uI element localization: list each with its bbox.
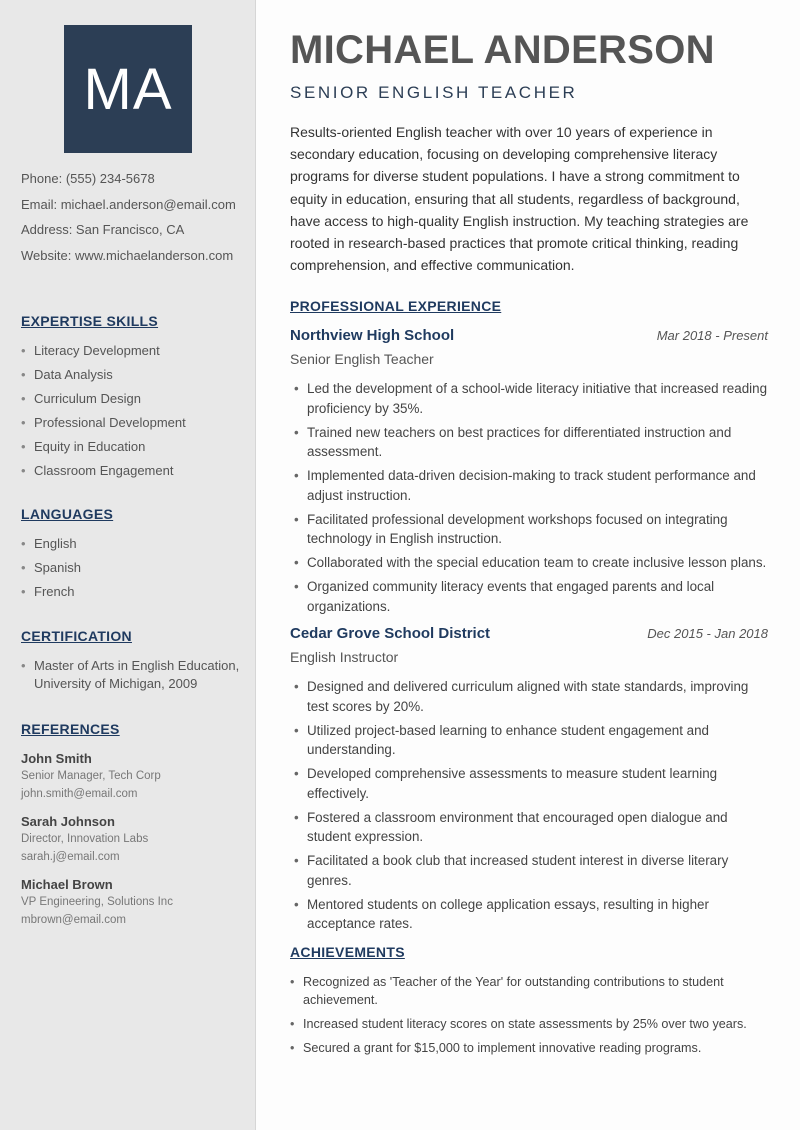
company-name: Cedar Grove School District [290,625,491,642]
reference-email: john.smith@email.com [21,787,138,800]
email: Email: michael.anderson@email.com [21,196,236,212]
job-bullet: • Collaborated with the special education team to create inclusive lesson plans. [290,553,768,573]
section-heading: CERTIFICATION [21,628,132,644]
job-bullets [290,379,768,616]
job-bullet: • Developed comprehensive assessments to measure student learning effectively. [290,764,768,803]
skills-section [21,313,241,486]
skill-list [21,342,241,480]
languages-section [21,506,241,607]
job-bullet: • Implemented data-driven decision-making to track student performance and adjust instruction. [290,466,768,505]
job-bullet: • Led the development of a school-wide literacy initiative that increased reading proficiency by 35%. [290,379,768,418]
job-header [290,625,768,642]
experience-section [290,298,768,938]
certification-section [21,628,241,699]
section-heading: REFERENCES [21,721,120,737]
job-bullets [290,677,768,934]
company-name: Northview High School [290,327,455,344]
initials-logo: MA [64,25,192,153]
achievement-item: • Recognized as 'Teacher of the Year' for outstanding contributions to student achievement. [290,973,768,1009]
job-bullet: • Mentored students on college application essays, resulting in higher acceptance rates. [290,895,768,934]
reference [21,750,241,803]
website: Website: www.michaelanderson.com [21,247,234,263]
job-bullet: • Organized community literacy events that engaged parents and local organizations. [290,577,768,616]
full-name: MICHAEL ANDERSON [290,28,715,72]
section-heading: PROFESSIONAL EXPERIENCE [290,298,502,314]
reference [21,876,241,929]
achievement-item: • Secured a grant for $15,000 to implement innovative reading programs. [290,1039,768,1057]
references-section [21,721,241,929]
certification-list [21,657,241,693]
job-bullet: • Designed and delivered curriculum aligned with state standards, improving test scores by 20%. [290,677,768,716]
job-bullet: • Trained new teachers on best practices for differentiated instruction and assessment. [290,423,768,462]
job-bullet: • Facilitated professional development workshops focused on integrating technology in English instruction. [290,510,768,549]
achievements-section [290,944,768,1063]
language-item: • English [21,535,241,553]
job-title: SENIOR ENGLISH TEACHER [290,83,578,102]
language-item: • Spanish [21,559,241,577]
job-dates: Dec 2015 - Jan 2018 [647,626,768,641]
reference-name: Sarah Johnson [21,814,115,829]
contact-info [21,171,236,273]
job-bullet: • Fostered a classroom environment that encouraged open dialogue and student expression. [290,808,768,847]
skill-item: • Classroom Engagement [21,462,241,480]
job-entry [290,327,768,616]
skill-item: • Literacy Development [21,342,241,360]
address: Address: San Francisco, CA [21,222,185,237]
job-header [290,327,768,344]
reference-email: mbrown@email.com [21,913,126,926]
reference-name: John Smith [21,751,92,766]
language-list [21,535,241,601]
section-heading: ACHIEVEMENTS [290,944,405,960]
reference [21,813,241,866]
reference-email: sarah.j@email.com [21,850,120,863]
skill-item: • Data Analysis [21,366,241,384]
achievement-list [290,973,768,1057]
language-item: • French [21,583,241,601]
skill-item: • Professional Development [21,414,241,432]
job-role: Senior English Teacher [290,351,434,367]
achievement-item: • Increased student literacy scores on state assessments by 25% over two years. [290,1015,768,1033]
skill-item: • Curriculum Design [21,390,241,408]
summary: Results-oriented English teacher with over 10 years of experience in secondary education, focusing on developing comprehensive literacy programs for diverse student populations. I have a strong commitment to equity in education, ensuring that all students, regardless of background, have access to high-quality English instruction. My teaching strategies are rooted in research-based practices that promote critical thinking, reading comprehension, and effective communication. [290,124,749,274]
phone: Phone: (555) 234-5678 [21,171,155,186]
section-heading: EXPERTISE SKILLS [21,313,159,329]
sidebar [0,0,256,1130]
job-dates: Mar 2018 - Present [656,328,768,343]
skill-item: • Equity in Education [21,438,241,456]
reference-title: VP Engineering, Solutions Inc [21,896,173,908]
reference-title: Director, Innovation Labs [21,833,149,845]
reference-name: Michael Brown [21,877,113,892]
section-heading: LANGUAGES [21,506,114,522]
certification-item: • Master of Arts in English Education, University of Michigan, 2009 [21,657,241,693]
job-role: English Instructor [290,649,399,665]
job-entry [290,625,768,934]
reference-title: Senior Manager, Tech Corp [21,770,161,782]
job-bullet: • Utilized project-based learning to enhance student engagement and understanding. [290,721,768,760]
job-bullet: • Facilitated a book club that increased student interest in diverse literary genres. [290,851,768,890]
